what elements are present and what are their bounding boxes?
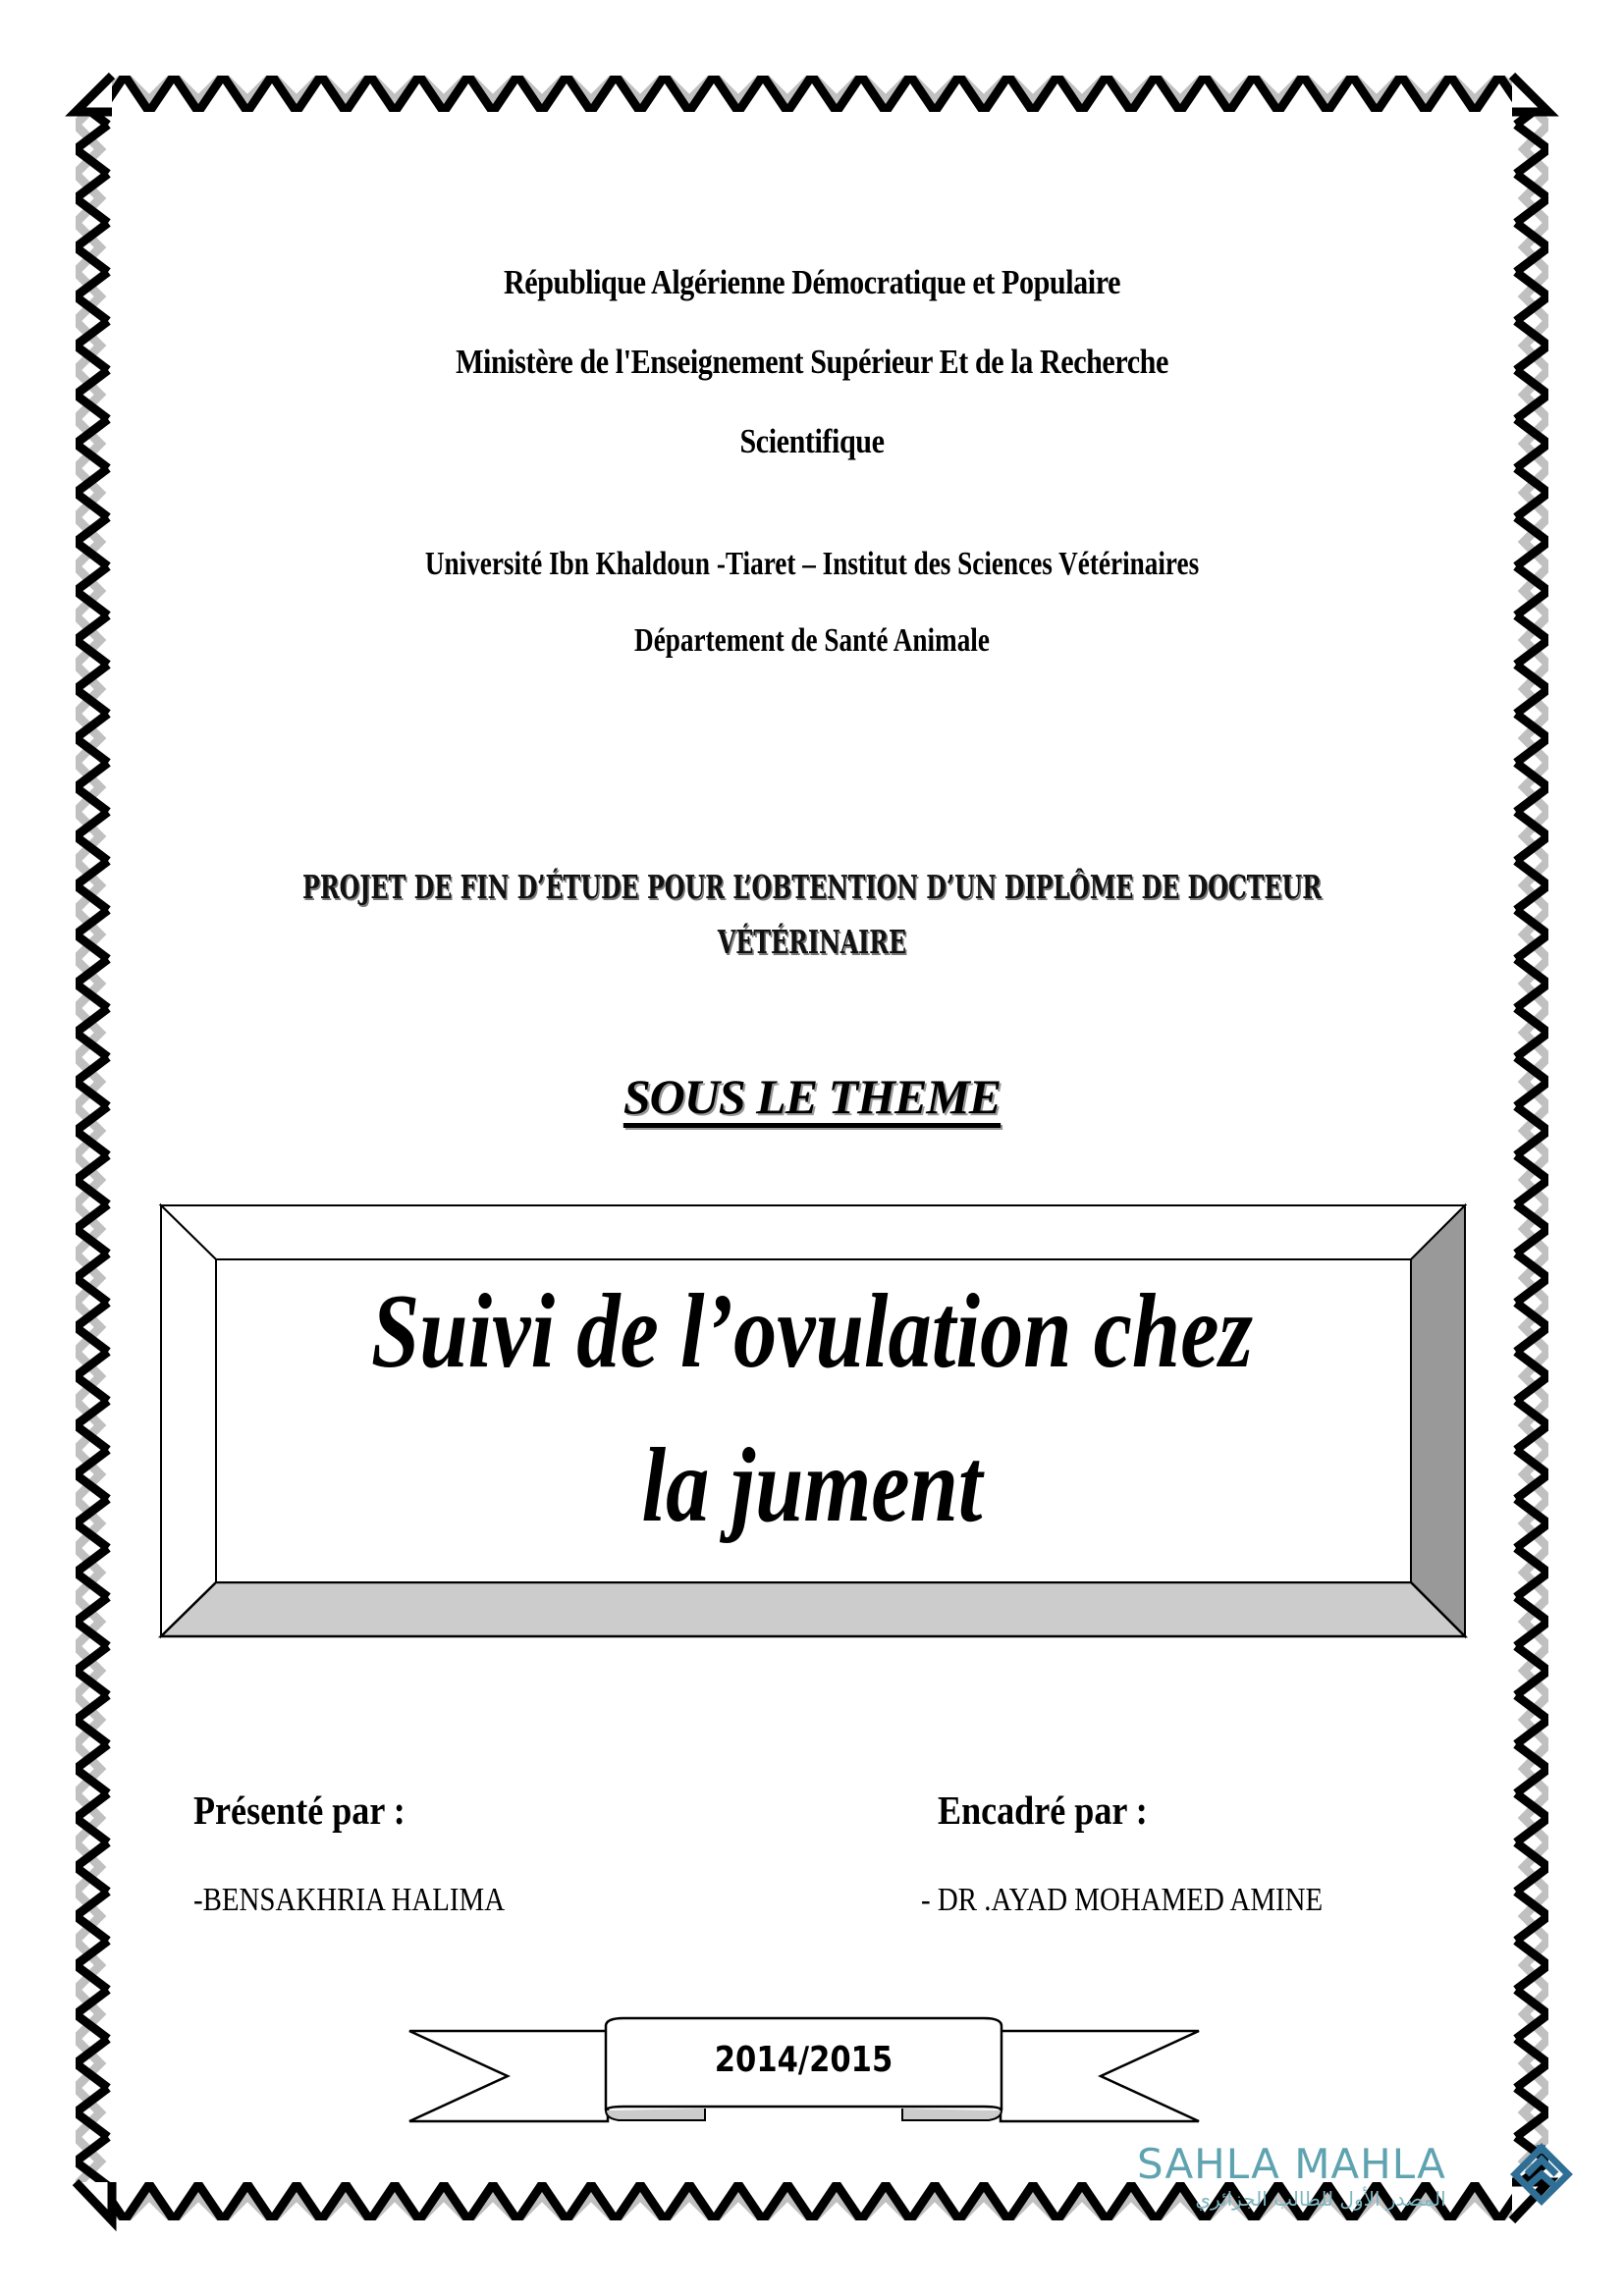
watermark-logo-icon: [1507, 2140, 1576, 2214]
theme-label: SOUS LE THEME: [623, 1069, 1001, 1124]
project-description-line2: VÉTÉRINAIRE: [717, 923, 907, 961]
university-heading: Université Ibn Khaldoun -Tiaret – Institut des Sciences Vétérinaires: [424, 546, 1200, 582]
supervised-by-label: Encadré par :: [938, 1788, 1148, 1833]
ministry-heading: Ministère de l'Enseignement Supérieur Et de la Recherche: [456, 343, 1168, 381]
presented-by-label: Présenté par :: [193, 1788, 406, 1833]
supervisor-name: - DR .AYAD MOHAMED AMINE: [921, 1882, 1324, 1918]
watermark-brand: SAHLA MAHLA: [1137, 2140, 1446, 2188]
academic-year: 2014/2015: [714, 2040, 893, 2080]
department-heading: Département de Santé Animale: [634, 622, 990, 659]
thesis-title-line1: Suivi de l’ovulation chez: [371, 1273, 1253, 1390]
project-description-line1: PROJET DE FIN D’ÉTUDE POUR L’OBTENTION D’UN DIPLÔME DE DOCTEUR: [301, 868, 1323, 906]
thesis-title-line2: la jument: [641, 1427, 983, 1544]
ministry-heading-continued: Scientifique: [739, 422, 885, 460]
watermark-tagline: المصدر الأول للطالب الجزائري: [1195, 2187, 1446, 2211]
republic-heading: République Algérienne Démocratique et Populaire: [503, 263, 1121, 301]
student-name: -BENSAKHRIA HALIMA: [193, 1882, 506, 1918]
